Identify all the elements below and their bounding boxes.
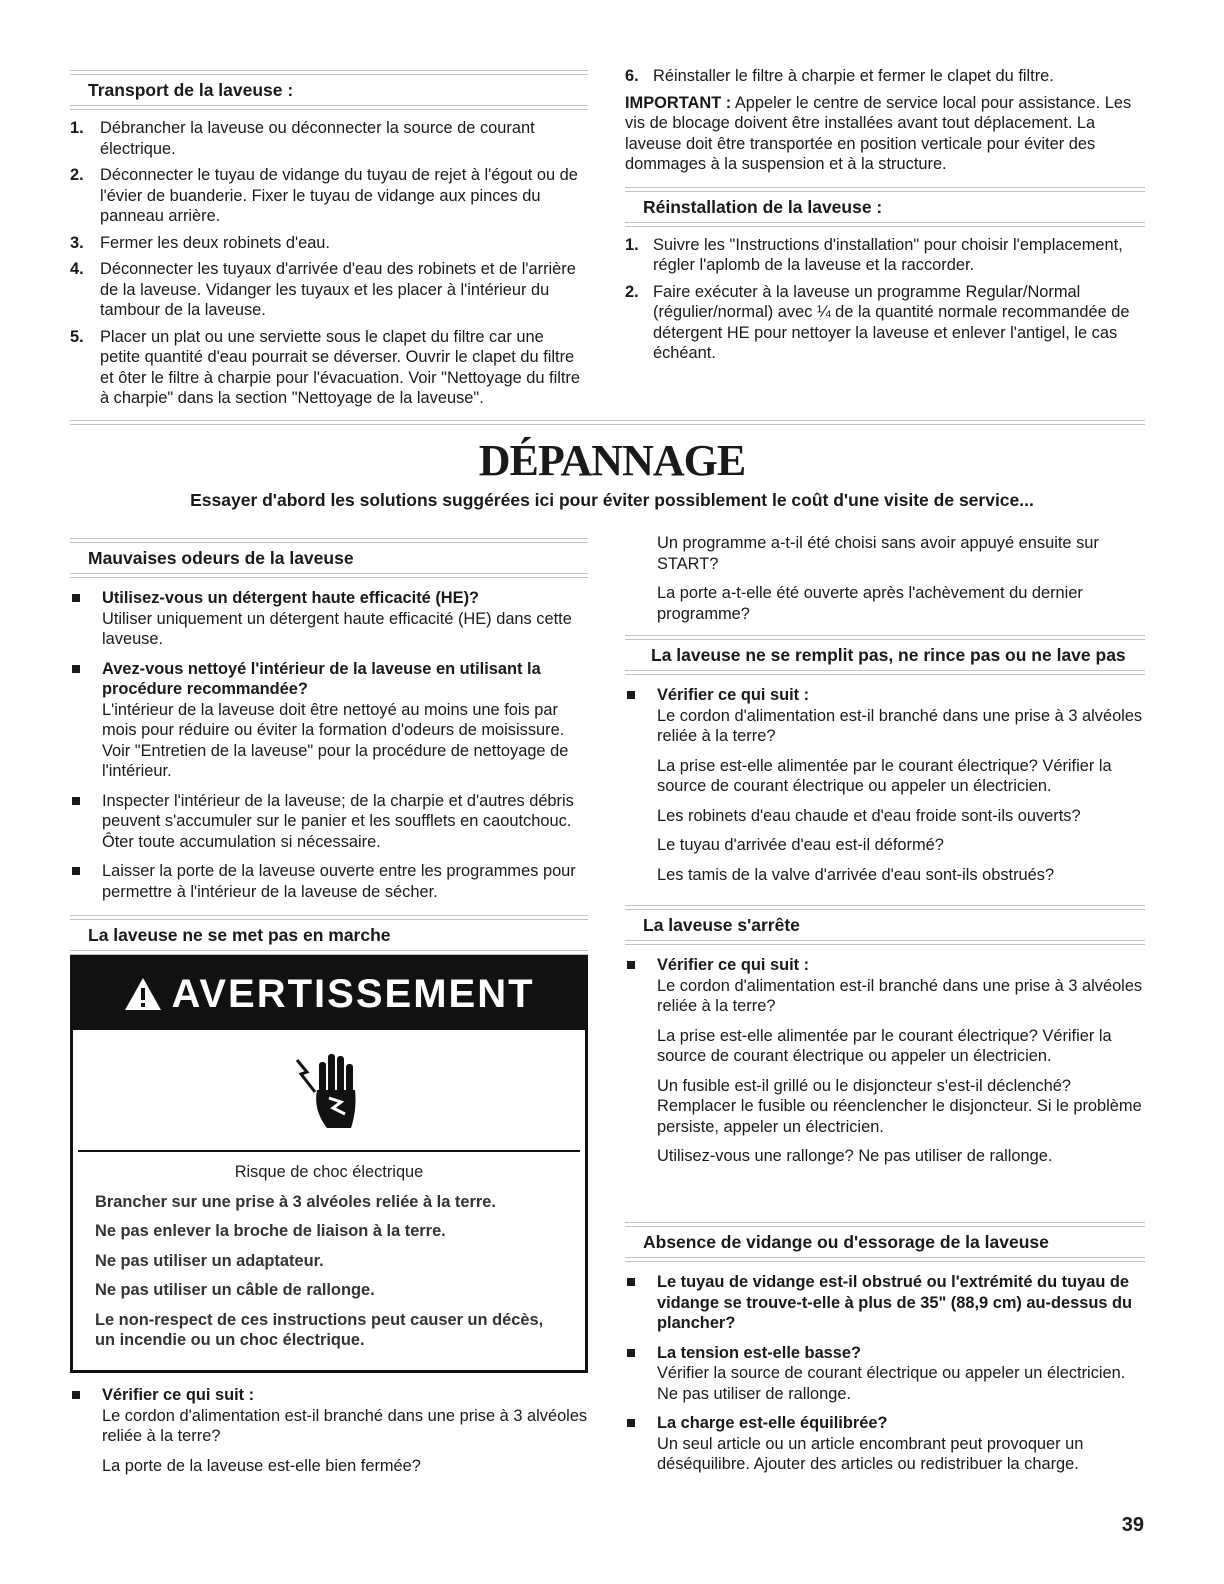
transport-section	[70, 70, 588, 415]
remplit-heading: La laveuse ne se remplit pas, ne rince pas ou ne lave pas	[651, 645, 1126, 665]
divider	[625, 905, 1145, 910]
list-item: La charge est-elle équilibrée? Un seul article ou un article encombrant peut provoquer un déséquilibre. Ajouter des articles ou redistribuer la charge.	[625, 1413, 1145, 1475]
page-number: 39	[1121, 1514, 1144, 1536]
important-note: IMPORTANT : Appeler le centre de service local pour assistance. Les vis de blocage doivent être installées avant tout déplacement. La laveuse doit être transportée en position verticale pour éviter des dommages à la suspension et à la structure.	[625, 93, 1132, 173]
divider	[625, 187, 1145, 192]
list-item: Vérifier ce qui suit : Le cordon d'alimentation est-il branché dans une prise à 3 alvéoles reliée à la terre?	[625, 685, 1145, 747]
vidange-list	[625, 1272, 1145, 1475]
warning-line: Ne pas enlever la broche de liaison à la terre.	[95, 1222, 446, 1240]
arrete-list	[625, 955, 1145, 1017]
marche-checks	[70, 1385, 588, 1485]
list-item: Vérifier ce qui suit : Le cordon d'alimentation est-il branché dans une prise à 3 alvéoles reliée à la terre?	[625, 955, 1145, 1017]
list-item: 1. Débrancher la laveuse ou déconnecter la source de courant électrique.	[70, 119, 535, 158]
list-item: 5. Placer un plat ou une serviette sous le clapet du filtre car une petite quantité d'eau pourrait se déverser. Ouvrir le clapet du filtre et ôter le filtre à charpie pour l'évacuation. Voir "Nettoyage du filtre à charpie" dans la section "Nettoyage de la laveuse".	[70, 327, 580, 407]
odeurs-heading: Mauvaises odeurs de la laveuse	[88, 548, 354, 568]
remplit-text: Les tamis de la valve d'arrivée d'eau sont-ils obstrués?	[657, 865, 1055, 884]
warning-triangle-icon	[123, 976, 163, 1012]
arrete-text: Utilisez-vous une rallonge? Ne pas utiliser de rallonge.	[657, 1147, 1053, 1165]
warning-line: Ne pas utiliser un câble de rallonge.	[95, 1281, 375, 1299]
divider	[625, 940, 1145, 945]
list-item: Utilisez-vous un détergent haute efficacité (HE)? Utiliser uniquement un détergent haute efficacité (HE) dans cette laveuse.	[70, 588, 588, 650]
marche-text: Un programme a-t-il été choisi sans avoir appuyé ensuite sur START?	[657, 534, 1099, 573]
transport-steps	[70, 118, 588, 409]
list-item: 3. Fermer les deux robinets d'eau.	[70, 233, 330, 252]
list-item: Laisser la porte de la laveuse ouverte entre les programmes pour permettre à l'intérieur de la laveuse de sécher.	[70, 861, 588, 902]
arrete-text: La prise est-elle alimentée par le courant électrique? Vérifier la source de courant électrique ou appeler un électricien.	[657, 1026, 1112, 1065]
divider	[625, 670, 1145, 675]
warning-line: Le non-respect de ces instructions peut causer un décès, un incendie ou un choc électrique.	[95, 1310, 544, 1349]
remplit-text: Les robinets d'eau chaude et d'eau froide sont-ils ouverts?	[657, 806, 1081, 825]
odeurs-list	[70, 588, 588, 902]
list-item: 4. Déconnecter les tuyaux d'arrivée d'eau des robinets et de l'arrière de la laveuse. Vidanger les tuyaux et les placer à l'intérieur du tambour de la laveuse.	[70, 260, 576, 319]
arrete-heading: La laveuse s'arrête	[643, 915, 800, 935]
divider	[625, 635, 1145, 640]
reinstall-heading: Réinstallation de la laveuse :	[643, 196, 883, 217]
divider	[70, 573, 588, 578]
divider	[70, 538, 588, 543]
warning-header: AVERTISSEMENT	[73, 958, 585, 1030]
arrete-text: Un fusible est-il grillé ou le disjoncteur s'est-il déclenché? Remplacer le fusible ou réenclencher le disjoncteur. Si le problème persiste, appeler un électricien.	[657, 1076, 1142, 1136]
full-divider	[70, 420, 1145, 425]
divider	[70, 105, 588, 110]
warning-body	[73, 1152, 585, 1370]
list-item: 2. Déconnecter le tuyau de vidange du tuyau de rejet à l'égout ou de l'évier de buanderie. Fixer le tuyau de vidange aux pinces du panneau arrière.	[70, 166, 578, 225]
list-item: La tension est-elle basse? Vérifier la source de courant électrique ou appeler un électricien. Ne pas utiliser de rallonge.	[625, 1343, 1145, 1405]
list-item: Avez-vous nettoyé l'intérieur de la laveuse en utilisant la procédure recommandée? L'intérieur de la laveuse doit être nettoyé au moins une fois par mois pour réduire ou éviter la formation d'odeurs de moisissure. Voir "Entretien de la laveuse" pour la procédure de nettoyage de l'intérieur.	[70, 659, 588, 782]
vidange-heading: Absence de vidange ou d'essorage de la laveuse	[643, 1232, 1049, 1252]
vidange-section	[625, 1222, 1145, 1484]
odeurs-section	[70, 538, 588, 911]
list-item: Vérifier ce qui suit : Le cordon d'alimentation est-il branché dans une prise à 3 alvéoles reliée à la terre?	[70, 1385, 588, 1447]
arrete-section	[625, 905, 1145, 1176]
divider	[70, 70, 588, 75]
transport-continued	[625, 66, 1145, 370]
remplit-text: Le tuyau d'arrivée d'eau est-il déformé?	[657, 836, 944, 854]
transport-steps-cont	[625, 66, 1145, 87]
marche-heading: La laveuse ne se met pas en marche	[88, 925, 391, 945]
list-item: 6. Réinstaller le filtre à charpie et fermer le clapet du filtre.	[625, 67, 1054, 85]
warning-box	[70, 955, 588, 1373]
remplit-text: La prise est-elle alimentée par le courant électrique? Vérifier la source de courant électrique ou appeler un électricien.	[657, 756, 1112, 795]
page-subtitle: Essayer d'abord les solutions suggérées ici pour éviter possiblement le coût d'une visite de service...	[190, 490, 1034, 510]
remplit-list	[625, 685, 1145, 747]
reinstall-steps	[625, 235, 1145, 364]
remplit-section	[625, 635, 1145, 894]
marche-text: La porte de la laveuse est-elle bien fermée?	[102, 1456, 421, 1475]
page-title: DÉPANNAGE	[478, 436, 746, 485]
list-item: Inspecter l'intérieur de la laveuse; de la charpie et d'autres débris peuvent s'accumuler sur le panier et les soufflets en caoutchouc. Ôter toute accumulation si nécessaire.	[70, 791, 588, 853]
divider	[625, 1257, 1145, 1262]
transport-heading: Transport de la laveuse :	[88, 80, 294, 100]
marche-text: La porte a-t-elle été ouverte après l'achèvement du dernier programme?	[657, 584, 1083, 623]
divider	[625, 1222, 1145, 1227]
divider	[70, 915, 588, 920]
divider	[625, 222, 1145, 227]
marche-section	[70, 915, 588, 955]
warning-title: Risque de choc électrique	[234, 1163, 424, 1181]
electric-shock-icon	[78, 1030, 580, 1152]
list-item: 1. Suivre les "Instructions d'installation" pour choisir l'emplacement, régler l'aplomb de la laveuse et la raccorder.	[625, 235, 1123, 274]
list-item: 2. Faire exécuter à la laveuse un programme Regular/Normal (régulier/normal) avec ¼ de la quantité normale recommandée de détergent HE pour nettoyer la laveuse et enlever l'antigel, le cas échéant.	[625, 282, 1130, 362]
warning-line: Brancher sur une prise à 3 alvéoles reliée à la terre.	[95, 1192, 496, 1211]
list-item: Le tuyau de vidange est-il obstrué ou l'extrémité du tuyau de vidange se trouve-t-elle à plus de 35" (88,9 cm) au-dessus du plancher?	[625, 1272, 1145, 1334]
warning-line: Ne pas utiliser un adaptateur.	[95, 1251, 324, 1270]
marche-continued	[625, 533, 1145, 633]
